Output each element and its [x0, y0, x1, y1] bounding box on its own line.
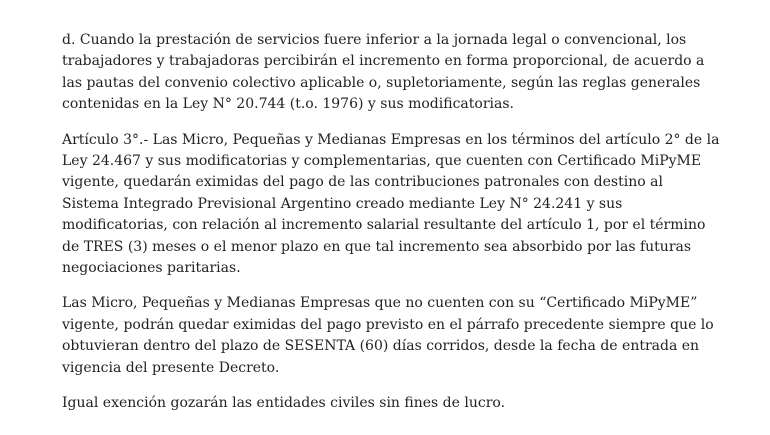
paragraph-inciso-d: d. Cuando la prestación de servicios fuere inferior a la jornada legal o convencional, los trabajadores y trabajadoras percibirán el incremento en forma proporcional, de acuerdo a las pautas del convenio colectivo aplicable o, supletoriamente, según las reglas generales contenidas en la Ley N° 20.744 (t.o. 1976) y sus modificatorias. [62, 32, 705, 113]
paragraph-entidades-civiles: Igual exención gozarán las entidades civiles sin fines de lucro. [62, 395, 506, 412]
paragraph-mipyme-sin-certificado: Las Micro, Pequeñas y Medianas Empresas que no cuenten con su “Certificado MiPyME” vigente, podrán quedar eximidas del pago previsto en el párrafo precedente siempre que lo obtuvieran dentro del plazo de SESENTA (60) días corridos, desde la fecha de entrada en vigencia del presente Decreto. [62, 295, 714, 376]
document-body [62, 30, 722, 429]
paragraph-articulo-3: Artículo 3°.- Las Micro, Pequeñas y Medianas Empresas en los términos del artículo 2° de la Ley 24.467 y sus modificatorias y complementarias, que cuenten con Certificado MiPyME vigente, quedarán eximidas del pago de las contribuciones patronales con destino al Sistema Integrado Previsional Argentino creado mediante Ley N° 24.241 y sus modificatorias, con relación al incremento salarial resultante del artículo 1, por el término de TRES (3) meses o el menor plazo en que tal incremento sea absorbido por las futuras negociaciones paritarias. [62, 131, 720, 277]
